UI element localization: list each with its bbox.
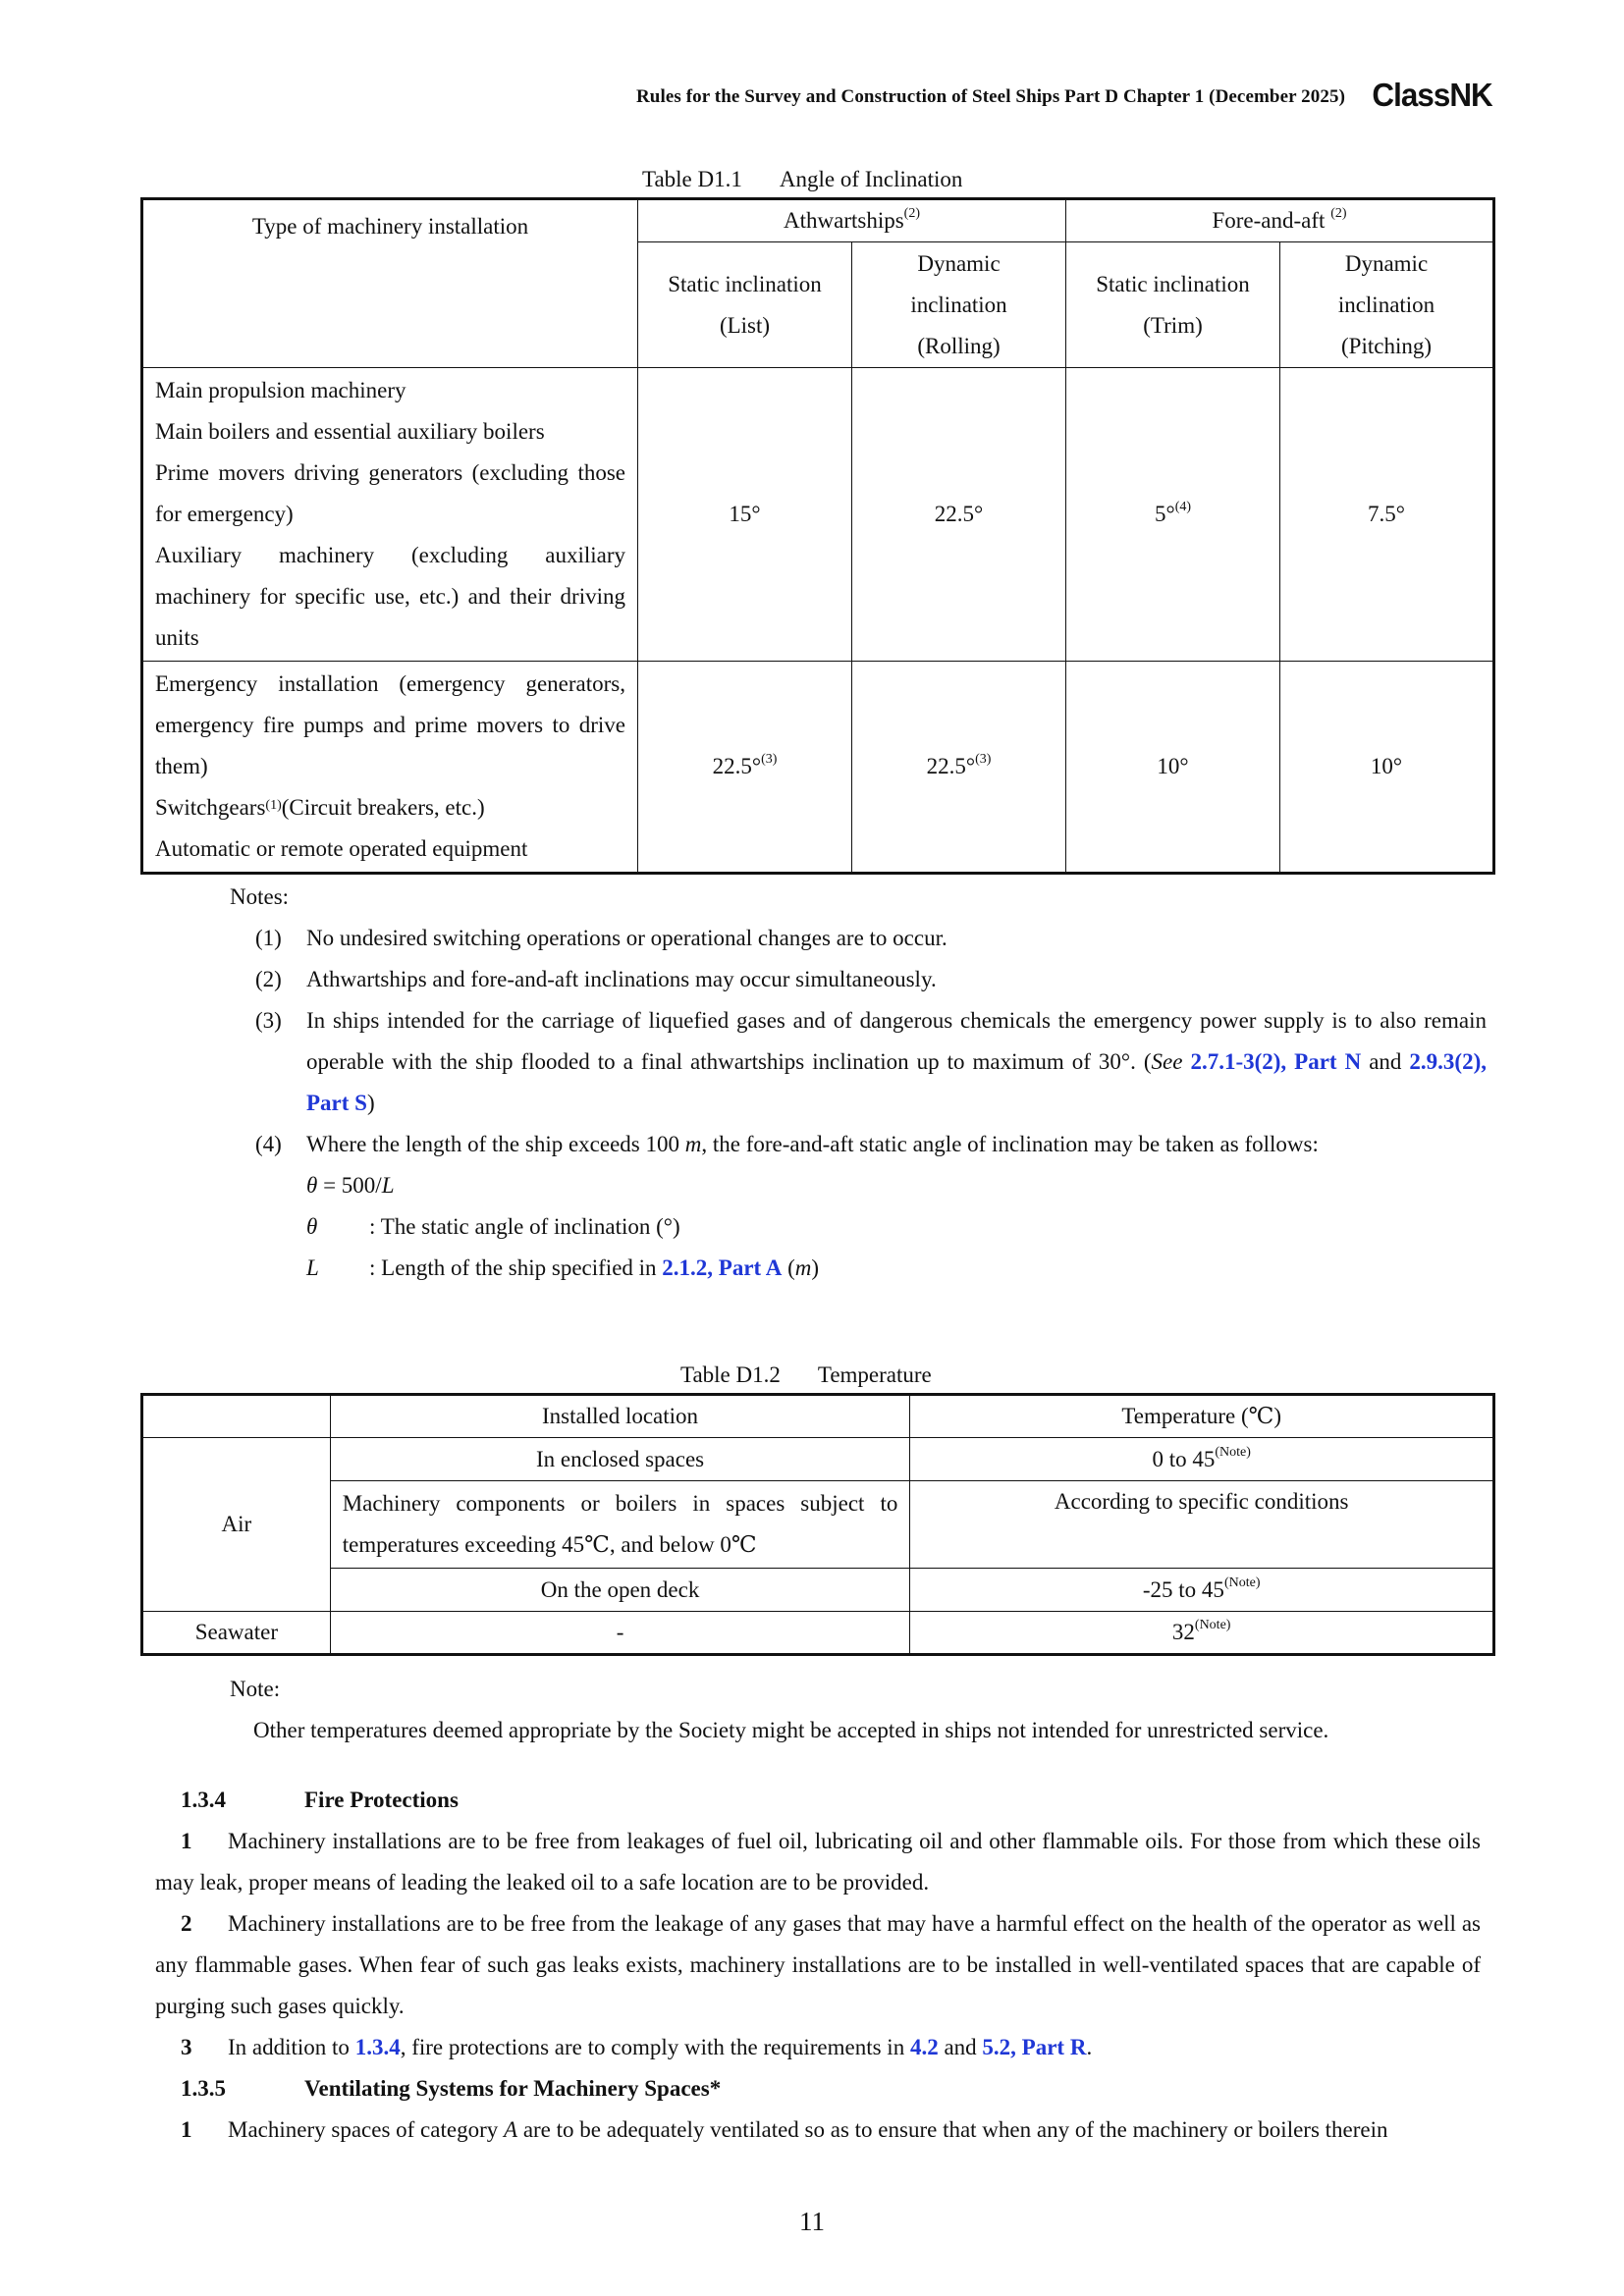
emergency-trim-value: 10° <box>1066 662 1280 874</box>
table1-notes <box>230 877 1487 1289</box>
note-2: (2) Athwartships and fore-and-aft inclinations may occur simultaneously. <box>255 967 937 991</box>
main-pitching-value: 7.5° <box>1280 368 1494 662</box>
header-title: Rules for the Survey and Construction of Steel Ships Part D Chapter 1 (December 2025) <box>635 86 1345 107</box>
emergency-list-value: 22.5°$^{(3)}$ <box>638 662 852 874</box>
link-1-3-4[interactable]: 1.3.4 <box>354 2035 401 2059</box>
formula: θ = 500/L <box>306 1173 395 1198</box>
table1-caption-title: Angle of Inclination <box>779 167 963 191</box>
table1-caption <box>642 167 962 192</box>
main-rolling-value: 22.5° <box>852 368 1066 662</box>
paragraph-3: 3 In addition to 1.3.4, fire protections are to comply with the requirements in 4.2 and 5.2, Part R. <box>181 2035 1093 2059</box>
table1-row-main-machinery <box>142 368 1494 662</box>
table2-caption-number: Table D1.2 <box>680 1362 781 1387</box>
paragraph-2: 2 Machinery installations are to be free from the leakage of any gases that may have a harmful effect on the health of the operator as well as any flammable gases. When fear of such gas leaks exists, machinery installations are to be installed in well-ventilated spaces that are capable of purging such gases quickly. <box>155 1911 1481 2018</box>
seawater-cell: Seawater <box>142 1612 331 1655</box>
emergency-rolling-value: 22.5°$^{(3)}$ <box>852 662 1066 874</box>
table2-row-seawater <box>142 1612 1494 1655</box>
location-cell: On the open deck <box>330 1569 910 1612</box>
table2-blank-header <box>142 1395 331 1438</box>
link-part-r[interactable]: Part R <box>1021 2035 1087 2059</box>
temperature-cell: -25 to $45^{(Note)}$ <box>910 1569 1494 1612</box>
temperature-table <box>140 1393 1495 1656</box>
section-heading: 1.3.4 Fire Protections <box>181 1788 459 1812</box>
section-heading: 1.3.5 Ventilating Systems for Machinery Spaces* <box>181 2076 722 2101</box>
running-header <box>550 77 1492 116</box>
main-trim-value: 5°$^{(4)}$ <box>1066 368 1280 662</box>
table1-type-header: Type of machinery installation <box>142 199 638 368</box>
definition-theta: θ : The static angle of inclination (°) <box>306 1214 680 1239</box>
page-number: 11 <box>799 2207 825 2236</box>
location-cell: - <box>330 1612 910 1655</box>
location-cell: In enclosed spaces <box>330 1438 910 1481</box>
static-trim-header: Static inclination (Trim) <box>1066 242 1280 368</box>
inclination-table <box>140 197 1495 875</box>
location-cell: Machinery components or boilers in spaces subject to temperatures exceeding 45℃, and below 0℃ <box>330 1481 910 1569</box>
section-1-3-4 <box>155 1780 1481 2151</box>
table1-header-row <box>142 199 1494 242</box>
table2-notes <box>230 1669 1487 1751</box>
emergency-installation-cell: Emergency installation (emergency generators, emergency fire pumps and prime movers to drive them) Switchgears$^{(1)}$(Circuit breakers, etc.) Automatic or remote operated equipment <box>142 662 638 874</box>
link-part-n[interactable]: 2.7.1-3(2), Part N <box>1190 1049 1362 1074</box>
temperature-cell: According to specific conditions <box>910 1481 1494 1569</box>
definition-length: L : Length of the ship specified in 2.1.2, Part A (m) <box>306 1255 820 1280</box>
dynamic-rolling-header: Dynamic inclination (Rolling) <box>852 242 1066 368</box>
air-cell: Air <box>142 1438 331 1612</box>
link-4-2[interactable]: 4.2 <box>909 2035 939 2059</box>
dynamic-pitching-header: Dynamic inclination (Pitching) <box>1280 242 1494 368</box>
table2-row <box>142 1569 1494 1612</box>
table1-caption-number: Table D1.1 <box>642 167 742 191</box>
classnk-logo: ClassNK <box>1372 77 1492 113</box>
table2-caption-title: Temperature <box>817 1362 932 1387</box>
link-part-a[interactable]: 2.1.2, Part A <box>662 1255 783 1280</box>
table2-header-row <box>142 1395 1494 1438</box>
table2-row <box>142 1438 1494 1481</box>
note-1: (1) No undesired switching operations or operational changes are to occur. <box>255 926 947 950</box>
notes-heading: Notes: <box>230 884 290 909</box>
table1-row-emergency <box>142 662 1494 874</box>
paragraph-1: 1 Machinery installations are to be free from leakages of fuel oil, lubricating oil and other flammable oils. For those from which these oils may leak, proper means of leading the leaked oil to a safe location are to be provided. <box>155 1829 1481 1895</box>
paragraph-1: 1 Machinery spaces of category A are to be adequately ventilated so as to ensure that when any of the machinery or boilers therein <box>181 2117 1388 2142</box>
table2-caption <box>680 1362 932 1388</box>
link-part-s[interactable]: 2.9.3(2), Part S <box>306 1049 1487 1115</box>
note-3: (3) In ships intended for the carriage of liquefied gases and of dangerous chemicals the emergency power supply is to also remain operable with the ship flooded to a final athwartships inclination up to maximum of 30°. (See 2.7.1-3(2), Part N and 2.9.3(2), Part S) <box>255 1008 1487 1115</box>
note-4: (4) Where the length of the ship exceeds 100 m, the fore-and-aft static angle of inclination may be taken as follows: <box>255 1132 1319 1156</box>
temperature-cell: $32^{(Note)}$ <box>910 1612 1494 1655</box>
installed-location-header: Installed location <box>330 1395 910 1438</box>
main-list-value: 15° <box>638 368 852 662</box>
static-list-header: Static inclination (List) <box>638 242 852 368</box>
note-heading: Note: <box>230 1677 281 1701</box>
emergency-pitching-value: 10° <box>1280 662 1494 874</box>
temperature-cell: 0 to $45^{(Note)}$ <box>910 1438 1494 1481</box>
main-machinery-cell: Main propulsion machinery Main boilers and essential auxiliary boilers Prime movers driving generators (excluding those for emergency) Auxiliary machinery (excluding auxiliary machinery for specific use, etc.) and their driving units <box>142 368 638 662</box>
table2-row <box>142 1481 1494 1569</box>
athwartships-header: Athwartships$^{(2)}$ <box>638 199 1066 242</box>
temperature-header: Temperature (℃) <box>910 1395 1494 1438</box>
link-5-2[interactable]: 5.2 <box>982 2035 1011 2059</box>
note-text: Other temperatures deemed appropriate by the Society might be accepted in ships not intended for unrestricted service. <box>253 1718 1329 1742</box>
fore-and-aft-header: Fore-and-aft $^{(2)}$ <box>1066 199 1494 242</box>
